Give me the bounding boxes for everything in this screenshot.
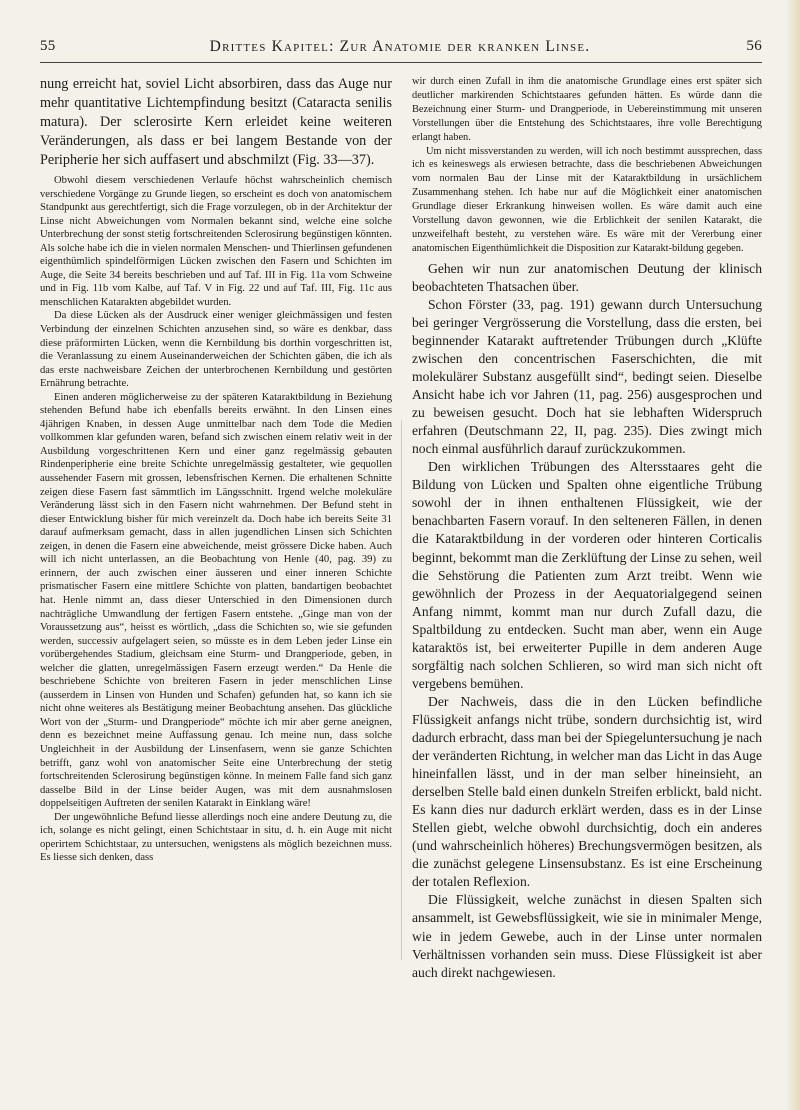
footnote-paragraph: Einen anderen möglicherweise zu der späteren Kataraktbildung in Beziehung stehenden Befund habe ich ebenfalls bereits erwähnt. In den Linsen eines 4jährigen Knaben, in dessen Auge unmittelbar nach dem Tode die Medien vollkommen klar gefunden waren, befand sich zwischen einem relativ weit in der Ausbildung vorgeschrittenen Kern und einer ganz regelmässig gebauten Rindenperipherie eine breite Schichte unregelmässig gestalteter, wie gequollen aussehender Fasern mit grossen, lebensfrischen Kernen. Die erhaltenen Schnitte zeigen diese Fasern fast sämmtlich im Längsschnitt. Irgend welche molekuläre Veränderung lässt sich in den Fasern nicht wahrnehmen. Der Befund steht in dieser Entwicklung bisher für mich vereinzelt da. Doch habe ich bereits Seite 31 darauf aufmerksam gemacht, dass in allen jugendlichen Linsen sich Schichten zeigen, in denen die Fasern eine abweichende, meist grössere Dicke haben. Auch will ich nicht unterlassen, an die Beobachtung von Henle (40, pag. 39) zu erinnern, der auch zwischen einer äusseren und einer inneren Schichte prismatischer Fasern eine mittlere Schichte von platten, bandartigen beobachtet hat. Henle nimmt an, dass dieser Unterschied in den Dimensionen durch nachträgliche Umwandlung der fertigen Fasern entstehe. „Ginge man von der Voraussetzung aus“, heisst es wörtlich, „dass die Schichten so, wie sie gefunden werden, successiv aufgelagert seien, so müsste es in dem Leben jeder Linse ein vorübergehendes Stadium, gleichsam eine Sturm- und Drangperiode, geben, in welcher die glatten, unregelmässigen Fasern erzeugt werden.“ Da Henle die beschriebene Schichte von breiteren Fasern in jeder menschlichen Linse (ausserdem in Linsen von Hunden und Schafen) gefunden hat, so kann ich sie nicht ohne weiteres als Bestätigung meiner Beobachtung ansehen. Das glückliche Wort von der „Sturm- und Drangperiode“ möchte ich mir aber gerne aneignen, denn es bezeichnet meine Auffassung genau. Ich meine nun, dass solche Ungleichheit in der Ausbildung der Linsenfasern, wenn sie ganze Schichten betrifft, ganz wohl von anatomischer Seite eine Unterbrechung der stetig fortschreitenden Sclerosirung begünstigen könne. In meinem Falle fand sich ganz dasselbe Bild in der Linse beider Augen, was mit dem ausnahmslosen doppelseitigen Auftreten der senilen Katarakt in Einklang wäre! (40, 391, 392, 810)
column-divider (401, 420, 402, 960)
section-intro-paragraph: Gehen wir nun zur anatomischen Deutung der klinisch beobachteten Thatsachen über. (412, 260, 762, 294)
left-column (40, 75, 392, 865)
paragraph: Den wirklichen Trübungen des Altersstaares geht die Bildung von Lücken und Spalten ohne eigentliche Trübung sowohl der in ihnen enthaltenen Flüssigkeit, wie der benachbarten Fasern vorauf. In den selteneren Fällen, in denen die Kataraktbildung in der vorderen oder hinteren Corticalis beginnt, bekommt man die Zerklüftung der Linse zu sehen, weil die Sehstörung die Patienten zum Arzt treibt. Wenn wie gewöhnlich der Prozess in der Aequatorialgegend seinen Anfang nimmt, kommt man nur durch Zufall dazu, die Spaltbildung zu entdecken. Sucht man aber, wenn ein Auge kataraktös ist, bei erweiterter Pupille in dem anderen Auge sorgfältig nach solchen Schlieren, so wird man sich nicht oft vergebens bemühen. (412, 459, 762, 691)
footnote-paragraph: wir durch einen Zufall in ihm die anatomische Grundlage eines erst später sich deutlicher markirenden Schichtstaares gefunden hätten. Es würde dann die Bezeichnung einer Sturm- und Drangperiode, in Uebereinstimmung mit unseren Vorstellungen über die Entstehung des Schichtstaares, ihre volle Berechtigung erlangt haben. (412, 76, 762, 143)
header-rule (40, 62, 762, 63)
page-number-left: 55 (40, 38, 56, 54)
page-edge-shadow (786, 0, 800, 1110)
paragraph: Die Flüssigkeit, welche zunächst in diesen Spalten sich ansammelt, ist Gewebsflüssigkeit, wie sie in minimaler Menge, wie in jedem Gewebe, auch in der Linse unter normalen Verhältnissen vorhanden sein muss. Diese Flüssigkeit ist aber auch direkt nachgewiesen. (412, 892, 762, 980)
footnote-paragraph: Der ungewöhnliche Befund liesse allerdings noch eine andere Deutung zu, die ich, solange es nicht gelingt, einen Schichtstaar in situ, d. h. ein Auge mit nicht operirtem Schichtstaar, zu untersuchen, wenigstens als möglich bezeichnen muss. Es liesse sich denken, dass (40, 811, 392, 864)
running-title: Drittes Kapitel: Zur Anatomie der kranken Linse. (209, 38, 591, 55)
footnote-paragraph: Da diese Lücken als der Ausdruck einer weniger gleichmässigen und festen Verbindung der einzelnen Schichten anzusehen sind, so wäre es denkbar, dass diese präformirten Lücken, wenn die Kernbildung bis dorthin vorgeschritten ist, die Veranlassung zu einem Auseinanderweichen der Schichten gäben, die ich als das erste nachweisbare Zeichen der unterbrochenen Kernbildung und gestörten Ernährung betrachte. (40, 310, 392, 390)
right-column (412, 75, 762, 982)
page-number-right: 56 (746, 38, 762, 54)
paragraph: Der Nachweis, dass die in den Lücken befindliche Flüssigkeit anfangs nicht trübe, sondern durchsichtig ist, wird dadurch erbracht, dass man bei der Spiegeluntersuchung je nach der veränderten Richtung, in welcher man das Licht in das Auge hineinfallen lässt, und in der man selber hineinsieht, an derselben Stelle bald einen dunkeln Streifen erblickt, bald nicht. Es kann dies nur dadurch erklärt werden, dass es in der Linse Stellen giebt, welche obwohl durchsichtig, doch ein anderes (und wahrscheinlich höheres) Brechungsvermögen besitzen, als die zunächst gelegene Linsensubstanz. Es ist eine Erscheinung der totalen Reflexion. (412, 693, 762, 890)
footnote-paragraph: Obwohl diesem verschiedenen Verlaufe höchst wahrscheinlich chemisch verschiedene Vorgänge zu Grunde liegen, so erscheint es doch von anatomischem Standpunkt aus gerechtfertigt, sich die Frage vorzulegen, ob in der Architektur der Linse nicht Abweichungen vom Normalen bekannt sind, welche eine solche Unterbrechung der sonst stetig fortschreitenden Sclerosirung begünstigen könnten. Als solche habe ich die in vielen normalen Menschen- und Thierlinsen gefundenen eigenthümlich spindelförmigen Lücken zwischen den Fasern und Schichten im Auge, die Seite 34 bereits beschrieben und auf Taf. III in Fig. 11a vom Schweine und in Fig. 11b vom Kalbe, auf Taf. V in Fig. 22 und auf Taf. III, Fig. 11c aus menschlichen Katarakten abgebildet wurden. (40, 175, 392, 308)
paragraph: Schon Förster (33, pag. 191) gewann durch Untersuchung bei geringer Vergrösserung die Vorstellung, dass die ersten, bei beginnender Katarakt auftretender Trübungen durch „Klüfte zwischen den concentrischen Faserschichten, die mit molekulärer Substanz ausgefüllt sind“, bedingt seien. Dieselbe Ansicht habe ich vor Jahren (11, pag. 256) ausgesprochen und zu beweisen gesucht. Doch hat sie lebhaften Widerspruch erfahren (Deutschmann 22, II, pag. 235). Dies zwingt mich noch einmal ausführlich darauf zurückzukommen. (412, 296, 762, 457)
footnote-paragraph: Um nicht missverstanden zu werden, will ich noch bestimmt aussprechen, dass ich es keineswegs als erwiesen betrachte, dass die beschriebenen Abweichungen vom normalen Bau der Linse mit der Kataraktbildung in ursächlichem Zusammenhang stehen. Ich habe nur auf die Möglichkeit einer anatomischen Grundlage dieser Erkrankung hinweisen wollen. Es wäre damit auch eine Vorstellung davon gewonnen, wie die Erblichkeit der senilen Katarakt, die unzweifelhaft besteht, zu verstehen wäre. Es wäre mit der Vererbung einer anatomischen Eigenthümlichkeit die Disposition zur Katarakt-bildung gegeben. (412, 145, 762, 254)
paragraph: nung erreicht hat, soviel Licht absorbiren, dass das Auge nur mehr quantitative Lichtempfindung besitzt (Cataracta senilis matura). Der sclerosirte Kern erleidet keine weiteren Veränderungen, als dass er bei langem Bestande von der Peripherie her sich auffasert und abschmilzt (Fig. 33—37). (40, 76, 392, 168)
